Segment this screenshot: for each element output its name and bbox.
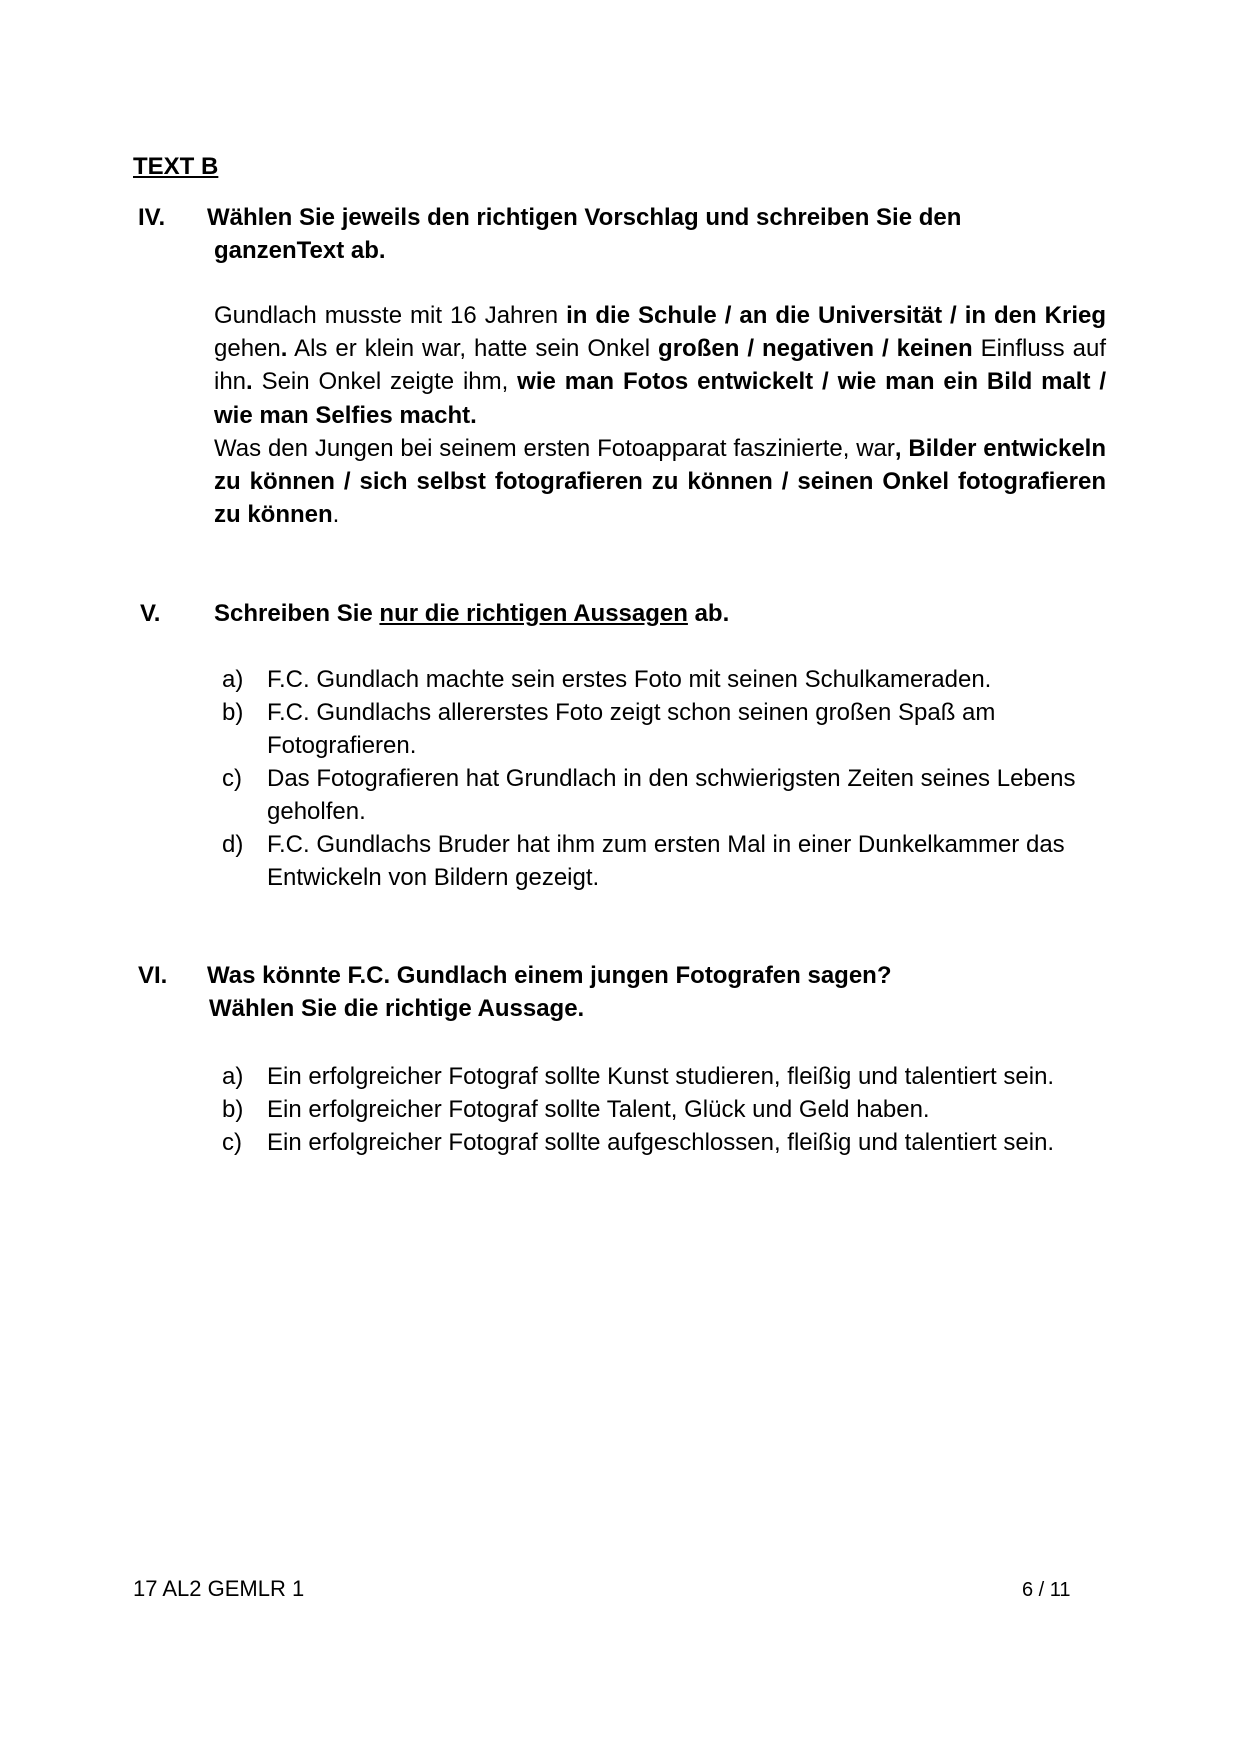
- section-iv-heading: [207, 201, 1107, 267]
- section-iv-number: IV.: [138, 204, 166, 231]
- footer-exam-code: 17 AL2 GEMLR 1: [133, 1576, 305, 1601]
- item-text: Ein erfolgreicher Fotograf sollte aufgeschlossen, fleißig und talentiert sein.: [267, 1129, 1055, 1156]
- passage-s3-text: Sein Onkel zeigte ihm,: [252, 368, 518, 396]
- section-v-heading-pre: Schreiben Sie: [214, 600, 380, 627]
- item-letter: b): [222, 699, 244, 726]
- item-text: F.C. Gundlachs allererstes Foto zeigt schon seinen großen Spaß am Fotografieren.: [267, 699, 996, 759]
- passage-s4-options: Bilder entwickeln zu können / sich selbst fotografieren zu können / seinen Onkel fotografieren zu können: [214, 434, 1106, 529]
- item-text: F.C. Gundlachs Bruder hat ihm zum ersten Mal in einer Dunkelkammer das Entwickeln von Bildern gezeigt.: [267, 831, 1065, 891]
- section-v-heading-underlined: nur die richtigen Aussagen: [379, 600, 688, 627]
- list-item: [222, 828, 1122, 894]
- passage-s4-end: .: [332, 501, 340, 529]
- item-letter: b): [222, 1096, 244, 1123]
- section-iv-passage: [214, 299, 1106, 531]
- passage-s2-options: großen / negativen / keinen: [658, 335, 973, 363]
- passage-s2-text: Als er klein war, hatte sein Onkel: [287, 335, 659, 363]
- passage-s1-end: gehen: [214, 335, 281, 363]
- item-letter: a): [222, 666, 244, 693]
- passage-paragraph-1: [214, 299, 1106, 432]
- item-letter: d): [222, 831, 244, 858]
- passage-s2-period: .: [246, 368, 253, 396]
- section-vi-number: VI.: [138, 962, 168, 989]
- list-item: [222, 696, 1122, 762]
- list-item: [222, 1060, 1122, 1093]
- section-iv-heading-line1: Wählen Sie jeweils den richtigen Vorschlag und schreiben Sie den: [207, 204, 962, 231]
- item-text: Das Fotografieren hat Grundlach in den schwierigsten Zeiten seines Lebens geholfen.: [267, 765, 1076, 825]
- passage-s1-period: .: [280, 335, 288, 363]
- section-vi-heading: [207, 959, 1107, 1025]
- passage-s2-end: Einfluss auf ihn: [214, 335, 1106, 396]
- item-letter: c): [222, 1129, 242, 1156]
- section-vi-heading-line1: Was könnte F.C. Gundlach einem jungen Fotografen sagen?: [207, 962, 892, 989]
- passage-s3-options: wie man Fotos entwickelt / wie man ein Bild malt / wie man Selfies macht.: [214, 368, 1106, 429]
- passage-s1-text: Gundlach musste mit 16 Jahren: [214, 302, 567, 329]
- passage-s1-options: in die Schule / an die Universität / in den Krieg: [566, 302, 1106, 329]
- section-v-statement-list: [222, 663, 1122, 894]
- item-letter: a): [222, 1063, 244, 1090]
- passage-s4-comma: ,: [894, 434, 902, 462]
- footer-page-number: 6 / 11: [1022, 1579, 1071, 1601]
- text-title: TEXT B: [133, 153, 219, 180]
- list-item: [222, 1126, 1122, 1159]
- list-item: [222, 1093, 1122, 1126]
- item-letter: c): [222, 765, 242, 792]
- section-v-number: V.: [140, 600, 161, 627]
- list-item: [222, 762, 1122, 828]
- section-vi-heading-line2: Wählen Sie die richtige Aussage.: [209, 995, 585, 1022]
- item-text: Ein erfolgreicher Fotograf sollte Kunst studieren, fleißig und talentiert sein.: [267, 1063, 1055, 1090]
- section-iv-heading-line2: ganzenText ab.: [214, 237, 386, 264]
- list-item: [222, 663, 1122, 696]
- passage-paragraph-2: [214, 432, 1106, 532]
- item-text: Ein erfolgreicher Fotograf sollte Talent, Glück und Geld haben.: [267, 1096, 930, 1123]
- section-v-heading-post: ab.: [687, 600, 730, 627]
- section-v-heading: [214, 597, 1114, 630]
- item-text: F.C. Gundlach machte sein erstes Foto mit seinen Schulkameraden.: [267, 666, 992, 693]
- passage-s4-text: Was den Jungen bei seinem ersten Fotoapparat faszinierte, war: [214, 434, 895, 462]
- section-vi-option-list: [222, 1060, 1122, 1159]
